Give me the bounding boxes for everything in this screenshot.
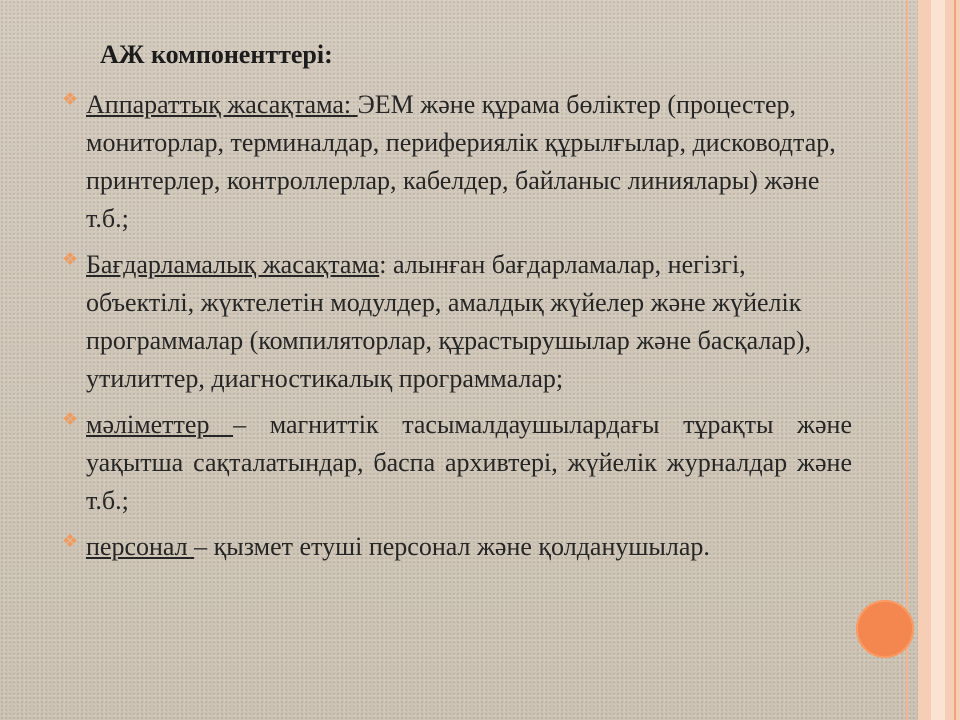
list-item-body: [86, 246, 852, 398]
list-item-text: – магниттік тасымалдаушылардағы тұрақты және уақытша сақталатындар, баспа архивтері, жүйелік журналдар және т.б.;: [86, 410, 853, 515]
diamond-bullet-icon: ❖: [62, 249, 79, 269]
list-item-term: мәліметтер: [86, 410, 234, 439]
list-item: [62, 86, 852, 238]
list-item-term: Аппараттық жасақтама:: [86, 90, 358, 119]
diamond-bullet-icon: ❖: [62, 409, 79, 429]
list-item-text: ЭЕМ және құрама бөліктер (процестер, мониторлар, терминалдар, перифериялік құрылғылар, дисководтар, принтерлер, контроллерлар, кабелдер, байланыс линиялары) және т.б.;: [86, 90, 836, 233]
bullet-list: [62, 86, 852, 574]
diamond-bullet-icon: ❖: [62, 89, 79, 109]
list-item-term: персонал: [86, 532, 195, 561]
list-item-text: – қызмет етуші персонал және қолданушылар.: [194, 532, 710, 561]
decorative-strip-inner: [931, 0, 945, 720]
decorative-circle: [856, 600, 914, 658]
diamond-bullet-icon: ❖: [62, 531, 79, 551]
decorative-line-right: [954, 0, 956, 720]
list-item-body: [86, 86, 852, 238]
list-item-body: [86, 406, 852, 520]
list-item-text: : алынған бағдарламалар, негізгі, объектілі, жүктелетін модулдер, амалдық жүйелер және жүйелік программалар (компиляторлар, құрастырушылар және басқалар), утилиттер, диагностикалық программалар;: [86, 250, 812, 393]
list-item-term: Бағдарламалық жасақтама: [86, 250, 380, 279]
list-item-body: [86, 528, 852, 566]
list-item: [62, 246, 852, 398]
list-item: [62, 406, 852, 520]
slide-title: АЖ компоненттері:: [100, 40, 333, 69]
list-item: [62, 528, 852, 566]
